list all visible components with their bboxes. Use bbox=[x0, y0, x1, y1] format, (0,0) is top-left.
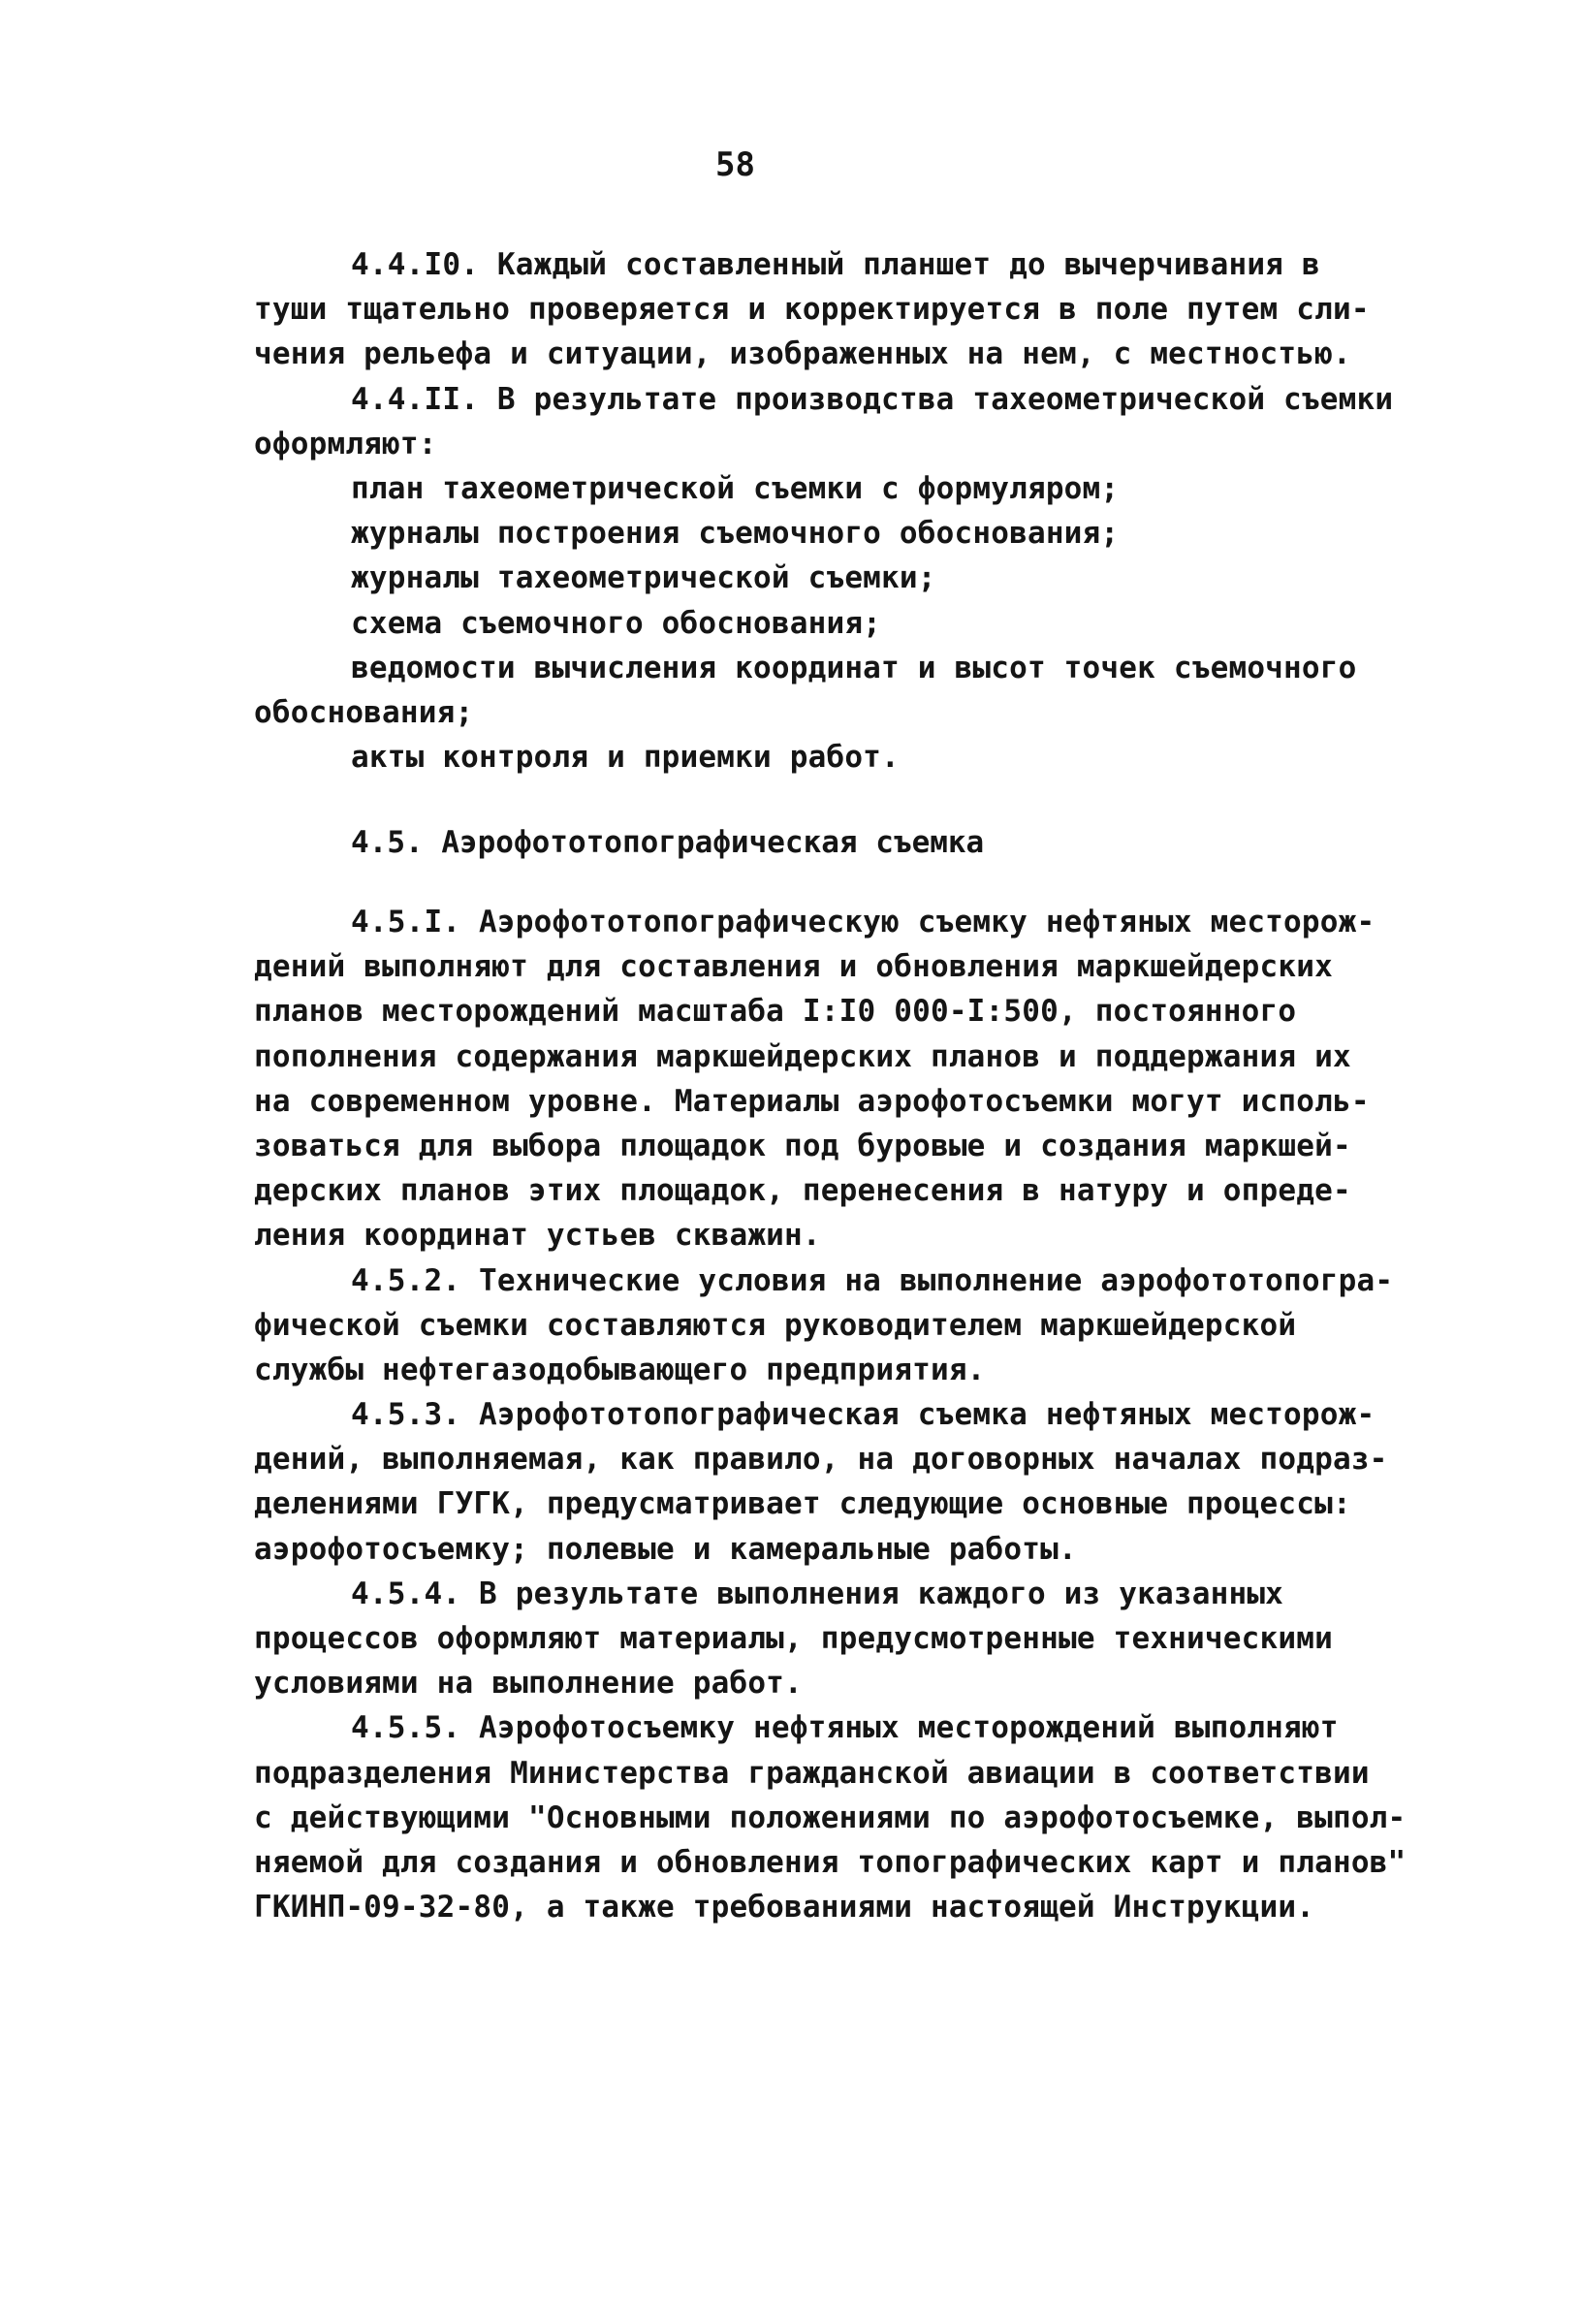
text-line: подразделения Министерства гражданской авиации в соответствии bbox=[254, 1755, 1370, 1791]
text-line: схема съемочного обоснования; bbox=[351, 605, 882, 641]
text-line: ведомости вычисления координат и высот точек съемочного bbox=[351, 650, 1357, 685]
text-line: 4.5.I. Аэрофототопографическую съемку нефтяных месторож- bbox=[351, 905, 1375, 939]
section-heading: 4.5. Аэрофототопографическая съемка bbox=[351, 825, 985, 860]
text-line: дерских планов этих площадок, перенесения в натуру и опреде- bbox=[254, 1173, 1351, 1209]
text-line: журналы тахеометрической съемки; bbox=[351, 560, 936, 596]
text-line: ГКИНП-09-32-80, а также требованиями настоящей Инструкции. bbox=[254, 1890, 1315, 1926]
text-line: 4.4.II. В результате производства тахеометрической съемки bbox=[351, 381, 1394, 417]
text-line: дений выполняют для составления и обновления маркшейдерских bbox=[254, 949, 1333, 985]
text-line: няемой для создания и обновления топографических карт и планов" bbox=[254, 1844, 1407, 1880]
paragraph-block-4-5 bbox=[254, 900, 1407, 1929]
text-line: ления координат устьев скважин. bbox=[254, 1218, 821, 1254]
text-line: фической съемки составляются руководителем маркшейдерской bbox=[254, 1307, 1297, 1343]
page-number: 58 bbox=[715, 145, 755, 184]
text-line: оформляют: bbox=[254, 426, 437, 462]
text-line: 4.5.2. Технические условия на выполнение аэрофототопогра- bbox=[351, 1262, 1394, 1298]
text-line: делениями ГУГК, предусматривает следующие основные процессы: bbox=[254, 1486, 1351, 1522]
paragraph-block-4-4 bbox=[254, 242, 1407, 780]
text-line: 4.4.I0. Каждый составленный планшет до вычерчивания в bbox=[351, 247, 1320, 282]
text-line: 4.5.5. Аэрофотосъемку нефтяных месторождений выполняют bbox=[351, 1710, 1339, 1746]
text-line: дений, выполняемая, как правило, на договорных началах подраз- bbox=[254, 1442, 1388, 1478]
text-line: зоваться для выбора площадок под буровые и создания маркшей- bbox=[254, 1128, 1351, 1163]
text-line: 4.5.3. Аэрофототопографическая съемка нефтяных месторож- bbox=[351, 1397, 1375, 1433]
text-line: условиями на выполнение работ. bbox=[254, 1666, 803, 1702]
text-line: обоснования; bbox=[254, 694, 474, 730]
text-line: на современном уровне. Материалы аэрофотосъемки могут исполь- bbox=[254, 1083, 1370, 1119]
text-line: акты контроля и приемки работ. bbox=[351, 740, 900, 776]
text-line: план тахеометрической съемки с формуляром; bbox=[351, 470, 1120, 506]
text-line: службы нефтегазодобывающего предприятия. bbox=[254, 1352, 986, 1387]
text-line: чения рельефа и ситуации, изображенных на нем, с местностью. bbox=[254, 336, 1351, 372]
text-line: туши тщательно проверяется и корректируется в поле путем сли- bbox=[254, 292, 1370, 328]
text-line: 4.5.4. В результате выполнения каждого из указанных bbox=[351, 1576, 1284, 1611]
text-line: аэрофотосъемку; полевые и камеральные работы. bbox=[254, 1531, 1077, 1567]
text-line: журналы построения съемочного обоснования; bbox=[351, 516, 1120, 552]
text-line: планов месторождений масштаба I:I0 000-I:500, постоянного bbox=[254, 994, 1297, 1030]
text-line: с действующими "Основными положениями по аэрофотосъемке, выпол- bbox=[254, 1799, 1407, 1835]
text-line: процессов оформляют материалы, предусмотренные техническими bbox=[254, 1621, 1333, 1656]
text-line: пополнения содержания маркшейдерских планов и поддержания их bbox=[254, 1038, 1351, 1074]
